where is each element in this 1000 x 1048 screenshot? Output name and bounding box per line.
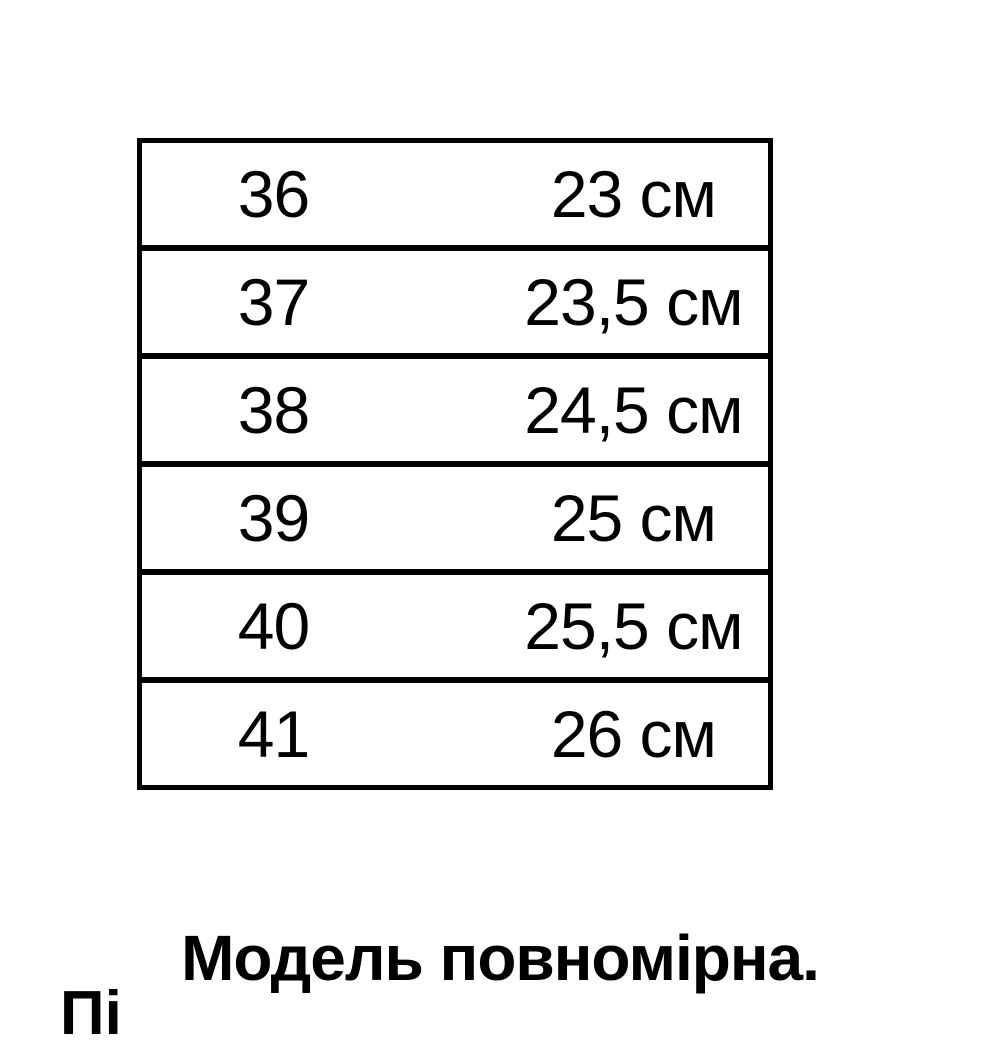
size-table <box>137 138 773 790</box>
caption-text: Модель повномірна. <box>181 922 819 994</box>
size-cell: 37 <box>237 265 310 339</box>
length-cell: 24,5 см <box>524 373 743 447</box>
table-row <box>142 569 768 677</box>
length-cell: 23 см <box>550 157 716 231</box>
size-cell: 36 <box>237 157 310 231</box>
length-cell: 23,5 см <box>524 265 743 339</box>
length-cell: 25,5 см <box>524 589 743 663</box>
table-row <box>142 245 768 353</box>
table-row <box>142 461 768 569</box>
length-cell: 25 см <box>550 481 716 555</box>
table-row <box>142 677 768 785</box>
table-row <box>142 143 768 245</box>
length-cell: 26 см <box>550 697 716 771</box>
size-cell: 39 <box>237 481 310 555</box>
cutoff-text-fragment: Пі <box>60 979 122 1048</box>
size-cell: 40 <box>237 589 310 663</box>
size-cell: 41 <box>237 697 310 771</box>
size-cell: 38 <box>237 373 310 447</box>
table-row <box>142 353 768 461</box>
